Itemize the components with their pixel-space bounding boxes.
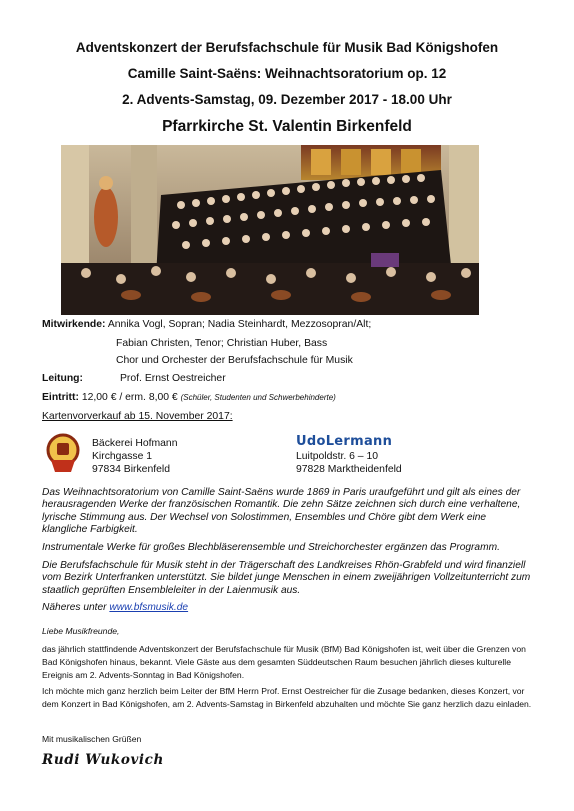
vendor-lermann-street: Luitpoldstr. 6 – 10: [296, 451, 379, 462]
leitung-label: Leitung:: [42, 373, 83, 384]
vendor-bakery-city: 97834 Birkenfeld: [92, 464, 170, 475]
performers-text-1: Annika Vogl, Sopran; Nadia Steinhardt, Mezzosopran/Alt;: [107, 319, 372, 330]
description-paragraph-2: Instrumentale Werke für großes Blechbläserensemble und Streichorchester ergänzen das Programm.: [42, 542, 500, 553]
more-info-prefix: Näheres unter: [42, 602, 110, 613]
description-paragraph-1: Das Weihnachtsoratorium von Camille Saint-Saëns wurde 1869 in Paris uraufgeführt und gilt als eines der herausragenden Werke der französischen Romantik. Die zehn Sätze zeichnen sich durch eine verhaltene, lyrische Stimmung aus. Der Wechsel von Solostimmen, Ensembles und Chöre gibt dem Werk eine klangliche Farbigkeit.: [42, 487, 521, 535]
performers-label: Mitwirkende:: [42, 319, 106, 330]
performers-line-2: Fabian Christen, Tenor; Christian Huber, Bass: [116, 338, 328, 349]
vendor-lermann-city: 97828 Marktheidenfeld: [296, 464, 402, 475]
bakery-logo: [43, 430, 83, 475]
presale-heading: Kartenvorverkauf ab 15. November 2017:: [42, 411, 233, 422]
vendor-bakery-street: Kirchgasse 1: [92, 451, 153, 462]
work-title: Camille Saint-Saëns: Weihnachtsoratorium op. 12: [127, 66, 447, 81]
letter-closing: Mit musikalischen Grüßen: [42, 734, 142, 744]
event-date: 2. Advents-Samstag, 09. Dezember 2017 - 18.00 Uhr: [122, 92, 452, 107]
venue-title: Pfarrkirche St. Valentin Birkenfeld: [162, 118, 412, 135]
concert-photo: [61, 145, 479, 315]
letter-greeting: Liebe Musikfreunde,: [42, 626, 120, 636]
vendor-bakery-name: Bäckerei Hofmann: [92, 438, 178, 449]
eintritt-note: (Schüler, Studenten und Schwerbehinderte): [180, 393, 336, 402]
eintritt-label: Eintritt:: [42, 392, 79, 403]
signature: Rudi Wukovich: [42, 752, 164, 768]
performers-line-3: Chor und Orchester der Berufsfachschule für Musik: [116, 355, 353, 366]
vendor-bakery: [92, 437, 177, 476]
leitung-value: Prof. Ernst Oestreicher: [120, 373, 226, 384]
eintritt-line: [42, 392, 336, 403]
event-title: Adventskonzert der Berufsfachschule für Musik Bad Königshofen: [75, 40, 499, 55]
letter-paragraph-1: das jährlich stattfindende Adventskonzert der Berufsfachschule für Musik (BfM) Bad Königshofen ist, weit über die Grenzen von Bad Königshofen hinaus, bekannt. Viele Gäste aus dem gesamten Süddeutschen Raum besuchen jährlich dieses kulturelle Ereignis am 2. Advents-Sonntag in Bad Königshofen.: [42, 644, 526, 681]
website-link[interactable]: www.bfsmusik.de: [109, 602, 189, 613]
eintritt-value: 12,00 € / erm. 8,00 €: [81, 392, 178, 403]
vendor-brand-logo: UdoLermann: [296, 434, 393, 449]
vendor-lermann: [296, 450, 402, 476]
leitung-line: [42, 373, 83, 384]
letter-paragraph-2: Ich möchte mich ganz herzlich beim Leiter der BfM Herrn Prof. Ernst Oestreicher für die Zusage bedanken, dieses Konzert, vor dem Konzert in Bad Königshofen, am 2. Advents-Samstag in Birkenfeld abzuhalten und möchte Sie ganz herzlich dazu einladen.: [42, 686, 532, 710]
performers-line-1: [42, 319, 371, 330]
description-paragraph-3: Die Berufsfachschule für Musik steht in der Trägerschaft des Landkreises Rhön-Grabfeld und wird finanziell vom Bezirk Unterfranken unterstützt. Sie bildet junge Menschen in einem zweijährigen Vollzeitunterricht zum staatlich geprüften Ensembleleiter in der Laienmusik aus.: [42, 560, 531, 596]
more-info-line: [42, 602, 532, 614]
